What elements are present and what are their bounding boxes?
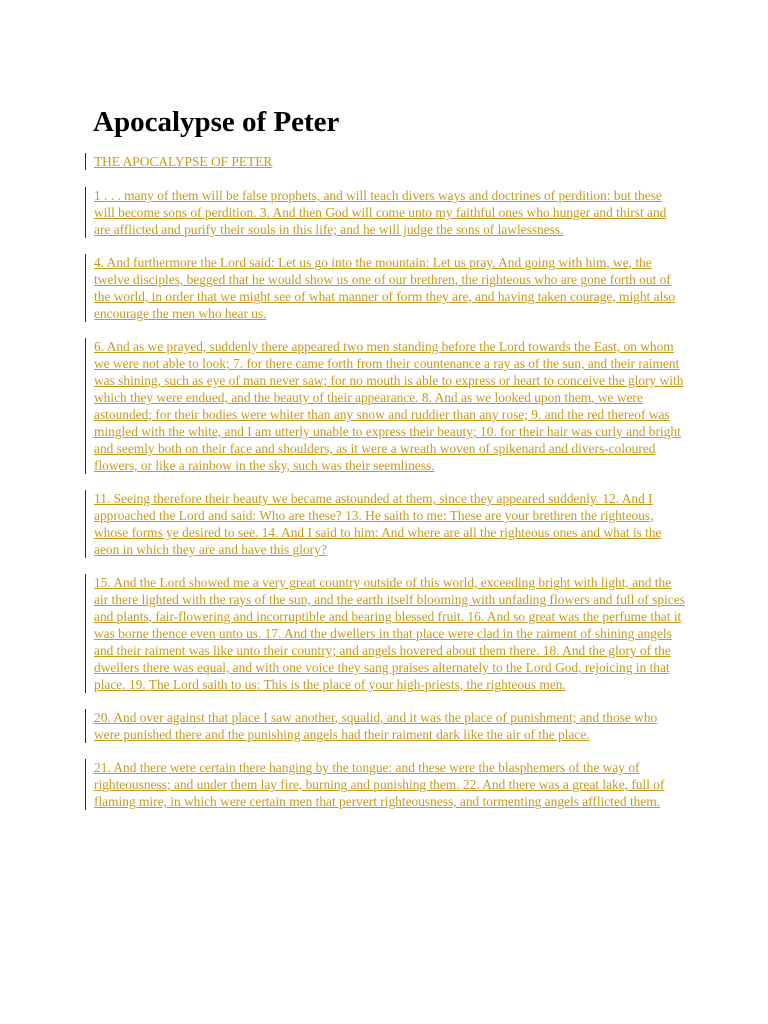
verse-link-1[interactable]: 1 . . . many of them will be false prophets, and will teach divers ways and doctrines of perdition: but these will become sons of perdition. 3. And then God will come unto my faithful ones who hunger and thirst and are afflicted and purify their souls in this life; and he will judge the sons of lawlessness. bbox=[94, 188, 667, 237]
page-title: Apocalypse of Peter bbox=[93, 106, 340, 138]
verse-paragraph-5 bbox=[85, 574, 685, 693]
verse-paragraph-7 bbox=[85, 759, 685, 810]
verse-paragraph-1 bbox=[85, 187, 685, 238]
verse-link-7[interactable]: 21. And there were certain there hanging by the tongue: and these were the blasphemers of the way of righteousness; and under them lay fire, burning and punishing them. 22. And there was a great lake, full of flaming mire, in which were certain men that pervert righteousness, and tormenting angels afflicted them. bbox=[94, 760, 665, 809]
verse-paragraph-4 bbox=[85, 490, 685, 558]
verse-paragraph-6 bbox=[85, 709, 685, 743]
heading-paragraph bbox=[85, 153, 685, 170]
verse-link-4[interactable]: 11. Seeing therefore their beauty we became astounded at them, since they appeared suddenly. 12. And I approached the Lord and said: Who are these? 13. He saith to me: These are your brethren the righteous, whose forms ye desired to see. 14. And I said to him: And where are all the righteous ones and what is the aeon in which they are and have this glory? bbox=[94, 491, 662, 557]
verse-link-3[interactable]: 6. And as we prayed, suddenly there appeared two men standing before the Lord towards the East, on whom we were not able to look; 7. for there came forth from their countenance a ray as of the sun, and their raiment was shining, such as eye of man never saw; for no mouth is able to express or heart to conceive the glory with which they were endued, and the beauty of their appearance. 8. And as we looked upon them, we were astounded; for their bodies were whiter than any snow and ruddier than any rose; 9. and the red thereof was mingled with the white, and I am utterly unable to express their beauty; 10. for their hair was curly and bright and seemly both on their face and shoulders, as it were a wreath woven of spikenard and divers-coloured flowers, or like a rainbow in the sky, such was their seemliness. bbox=[94, 339, 684, 473]
heading-link[interactable]: THE APOCALYPSE OF PETER bbox=[94, 154, 273, 169]
verse-link-5[interactable]: 15. And the Lord showed me a very great country outside of this world, exceeding bright with light, and the air there lighted with the rays of the sun, and the earth itself blooming with unfading flowers and full of spices and plants, fair-flowering and incorruptible and bearing blessed fruit. 16. And so great was the perfume that it was borne thence even unto us. 17. And the dwellers in that place were clad in the raiment of shining angels and their raiment was like unto their country; and angels hovered about them there. 18. And the glory of the dwellers there was equal, and with one voice they sang praises alternately to the Lord God, rejoicing in that place. 19. The Lord saith to us: This is the place of your high-priests, the righteous men. bbox=[94, 575, 685, 692]
verse-link-2[interactable]: 4. And furthermore the Lord said: Let us go into the mountain: Let us pray. And going with him, we, the twelve disciples, begged that he would show us one of our brethren, the righteous who are gone forth out of the world, in order that we might see of what manner of form they are, and having taken courage, might also encourage the men who hear us. bbox=[94, 255, 676, 321]
verse-paragraph-2 bbox=[85, 254, 685, 322]
verse-paragraph-3 bbox=[85, 338, 685, 474]
verse-link-6[interactable]: 20. And over against that place I saw another, squalid, and it was the place of punishment; and those who were punished there and the punishing angels had their raiment dark like the air of the place. bbox=[94, 710, 658, 742]
document-body bbox=[85, 153, 685, 826]
